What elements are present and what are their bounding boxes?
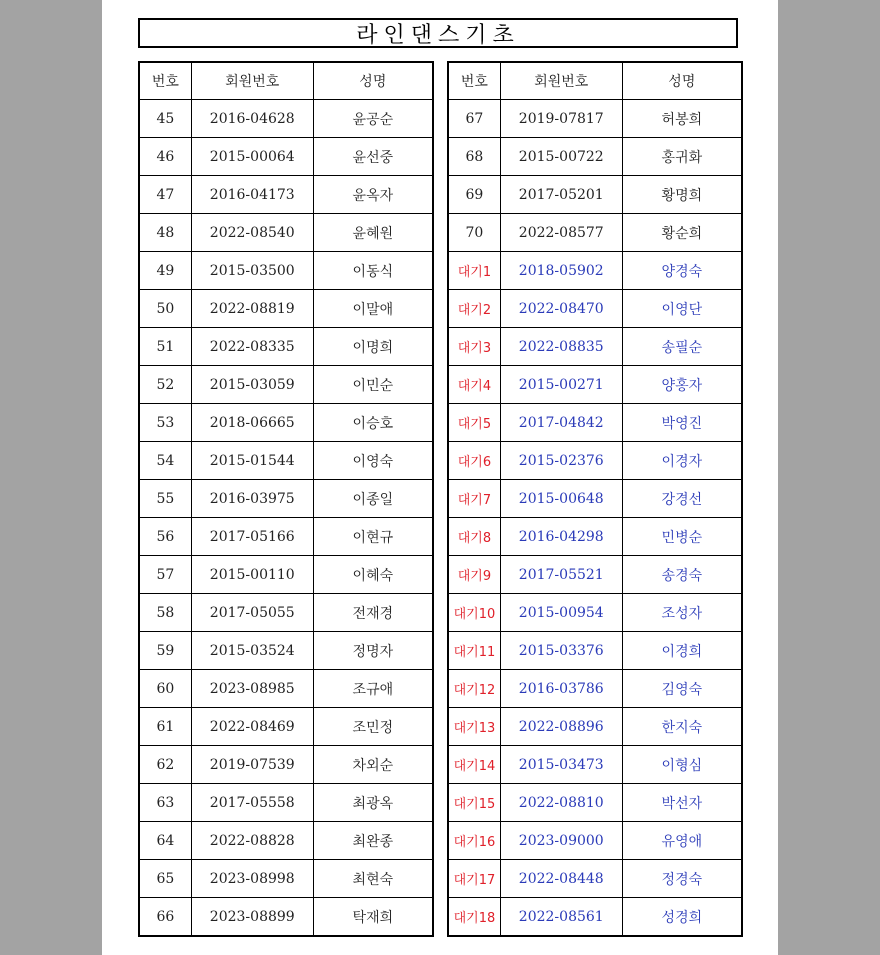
waitlist-row [448, 632, 742, 670]
row-number: 53 [139, 404, 191, 442]
member-name: 탁재희 [313, 898, 433, 937]
row-number: 58 [139, 594, 191, 632]
row-number: 대기11 [448, 632, 500, 670]
row-number: 65 [139, 860, 191, 898]
waitlist-row [448, 746, 742, 784]
document-page [102, 0, 778, 955]
table-row [139, 138, 433, 176]
member-id: 2022-08828 [191, 822, 313, 860]
member-id: 2015-03376 [500, 632, 622, 670]
waitlist-row [448, 594, 742, 632]
member-name: 윤옥자 [313, 176, 433, 214]
member-name: 최광옥 [313, 784, 433, 822]
table-row [139, 784, 433, 822]
table-row [448, 138, 742, 176]
member-name: 김영숙 [622, 670, 742, 708]
member-id: 2018-05902 [500, 252, 622, 290]
table-row [139, 632, 433, 670]
table-row [139, 290, 433, 328]
table-row [139, 556, 433, 594]
row-number: 대기7 [448, 480, 500, 518]
member-name: 윤선중 [313, 138, 433, 176]
member-name: 이혜숙 [313, 556, 433, 594]
member-id: 2017-05166 [191, 518, 313, 556]
waitlist-row [448, 518, 742, 556]
member-name: 조성자 [622, 594, 742, 632]
table-row [139, 746, 433, 784]
table-row [139, 442, 433, 480]
member-name: 윤혜원 [313, 214, 433, 252]
member-name: 이영단 [622, 290, 742, 328]
row-number: 63 [139, 784, 191, 822]
member-id: 2015-03059 [191, 366, 313, 404]
row-number: 70 [448, 214, 500, 252]
row-number: 59 [139, 632, 191, 670]
member-id: 2022-08448 [500, 860, 622, 898]
row-number: 대기5 [448, 404, 500, 442]
row-number: 60 [139, 670, 191, 708]
member-id: 2016-04628 [191, 100, 313, 138]
table-row [139, 594, 433, 632]
member-id: 2016-04173 [191, 176, 313, 214]
member-name: 이말애 [313, 290, 433, 328]
row-number: 62 [139, 746, 191, 784]
row-number: 대기15 [448, 784, 500, 822]
member-name: 양홍자 [622, 366, 742, 404]
member-name: 민병순 [622, 518, 742, 556]
row-number: 47 [139, 176, 191, 214]
member-name: 이경희 [622, 632, 742, 670]
row-number: 66 [139, 898, 191, 937]
waitlist-row [448, 822, 742, 860]
member-id: 2018-06665 [191, 404, 313, 442]
row-number: 46 [139, 138, 191, 176]
header-member-id: 회원번호 [500, 62, 622, 100]
table-row [139, 860, 433, 898]
member-name: 이종일 [313, 480, 433, 518]
table-row [139, 822, 433, 860]
row-number: 49 [139, 252, 191, 290]
member-name: 정경숙 [622, 860, 742, 898]
member-name: 최현숙 [313, 860, 433, 898]
member-id: 2015-00954 [500, 594, 622, 632]
waitlist-row [448, 480, 742, 518]
row-number: 대기16 [448, 822, 500, 860]
member-id: 2015-02376 [500, 442, 622, 480]
member-id: 2015-00271 [500, 366, 622, 404]
header-name: 성명 [622, 62, 742, 100]
member-name: 이영숙 [313, 442, 433, 480]
row-number: 대기9 [448, 556, 500, 594]
member-name: 송필순 [622, 328, 742, 366]
member-name: 양경숙 [622, 252, 742, 290]
member-id: 2015-03473 [500, 746, 622, 784]
header-row [448, 62, 742, 100]
waitlist-row [448, 366, 742, 404]
row-number: 대기1 [448, 252, 500, 290]
waitlist-row [448, 708, 742, 746]
member-name: 홍귀화 [622, 138, 742, 176]
header-number: 번호 [139, 62, 191, 100]
member-name: 박영진 [622, 404, 742, 442]
member-name: 황순희 [622, 214, 742, 252]
table-row [139, 366, 433, 404]
member-name: 성경희 [622, 898, 742, 937]
member-name: 윤공순 [313, 100, 433, 138]
row-number: 대기6 [448, 442, 500, 480]
member-name: 이경자 [622, 442, 742, 480]
member-name: 전재경 [313, 594, 433, 632]
row-number: 69 [448, 176, 500, 214]
member-id: 2022-08835 [500, 328, 622, 366]
member-id: 2017-05201 [500, 176, 622, 214]
row-number: 대기14 [448, 746, 500, 784]
member-id: 2015-03500 [191, 252, 313, 290]
table-row [139, 480, 433, 518]
member-name: 유영애 [622, 822, 742, 860]
member-id: 2022-08896 [500, 708, 622, 746]
member-name: 강경선 [622, 480, 742, 518]
member-id: 2019-07539 [191, 746, 313, 784]
member-id: 2015-00064 [191, 138, 313, 176]
waitlist-row [448, 670, 742, 708]
member-id: 2017-05055 [191, 594, 313, 632]
member-id: 2017-05558 [191, 784, 313, 822]
waitlist-row [448, 290, 742, 328]
member-id: 2022-08335 [191, 328, 313, 366]
row-number: 64 [139, 822, 191, 860]
member-id: 2023-08899 [191, 898, 313, 937]
table-row [448, 214, 742, 252]
waitlist-row [448, 328, 742, 366]
document-title: 라인댄스기초 [138, 18, 738, 48]
member-id: 2022-08561 [500, 898, 622, 937]
header-row [139, 62, 433, 100]
member-name: 한지숙 [622, 708, 742, 746]
member-name: 허봉희 [622, 100, 742, 138]
table-row [139, 214, 433, 252]
row-number: 대기8 [448, 518, 500, 556]
row-number: 대기10 [448, 594, 500, 632]
table-row [139, 670, 433, 708]
waitlist-row [448, 442, 742, 480]
row-number: 54 [139, 442, 191, 480]
waitlist-row [448, 556, 742, 594]
header-name: 성명 [313, 62, 433, 100]
row-number: 대기17 [448, 860, 500, 898]
table-row [448, 176, 742, 214]
row-number: 56 [139, 518, 191, 556]
table-row [139, 898, 433, 937]
table-row [139, 708, 433, 746]
member-id: 2017-05521 [500, 556, 622, 594]
row-number: 대기12 [448, 670, 500, 708]
member-id: 2022-08470 [500, 290, 622, 328]
table-row [139, 328, 433, 366]
member-id: 2015-00110 [191, 556, 313, 594]
waitlist-row [448, 784, 742, 822]
member-name: 이승호 [313, 404, 433, 442]
row-number: 51 [139, 328, 191, 366]
waitlist-row [448, 404, 742, 442]
member-name: 이동식 [313, 252, 433, 290]
member-id: 2023-09000 [500, 822, 622, 860]
row-number: 대기4 [448, 366, 500, 404]
waitlist-row [448, 252, 742, 290]
member-name: 황명희 [622, 176, 742, 214]
table-row [448, 100, 742, 138]
member-name: 조규애 [313, 670, 433, 708]
row-number: 52 [139, 366, 191, 404]
row-number: 57 [139, 556, 191, 594]
member-id: 2015-03524 [191, 632, 313, 670]
row-number: 대기2 [448, 290, 500, 328]
member-id: 2019-07817 [500, 100, 622, 138]
header-member-id: 회원번호 [191, 62, 313, 100]
member-id: 2015-00648 [500, 480, 622, 518]
member-name: 박선자 [622, 784, 742, 822]
member-id: 2015-01544 [191, 442, 313, 480]
row-number: 48 [139, 214, 191, 252]
row-number: 대기13 [448, 708, 500, 746]
member-name: 송경숙 [622, 556, 742, 594]
row-number: 67 [448, 100, 500, 138]
member-name: 이민순 [313, 366, 433, 404]
member-id: 2015-00722 [500, 138, 622, 176]
table-row [139, 176, 433, 214]
row-number: 50 [139, 290, 191, 328]
table-row [139, 404, 433, 442]
member-name: 이현규 [313, 518, 433, 556]
member-id: 2022-08469 [191, 708, 313, 746]
header-number: 번호 [448, 62, 500, 100]
row-number: 55 [139, 480, 191, 518]
table-row [139, 100, 433, 138]
member-id: 2016-04298 [500, 518, 622, 556]
member-id: 2016-03786 [500, 670, 622, 708]
member-id: 2023-08998 [191, 860, 313, 898]
member-id: 2022-08540 [191, 214, 313, 252]
member-id: 2017-04842 [500, 404, 622, 442]
row-number: 68 [448, 138, 500, 176]
member-id: 2016-03975 [191, 480, 313, 518]
roster-table-left [138, 61, 434, 937]
waitlist-row [448, 898, 742, 937]
member-id: 2022-08819 [191, 290, 313, 328]
table-row [139, 518, 433, 556]
member-name: 조민정 [313, 708, 433, 746]
row-number: 61 [139, 708, 191, 746]
member-id: 2023-08985 [191, 670, 313, 708]
member-name: 이형심 [622, 746, 742, 784]
member-name: 이명희 [313, 328, 433, 366]
member-name: 최완종 [313, 822, 433, 860]
table-row [139, 252, 433, 290]
row-number: 대기3 [448, 328, 500, 366]
row-number: 대기18 [448, 898, 500, 937]
member-name: 차외순 [313, 746, 433, 784]
roster-table-right [447, 61, 743, 937]
member-name: 정명자 [313, 632, 433, 670]
member-id: 2022-08810 [500, 784, 622, 822]
member-id: 2022-08577 [500, 214, 622, 252]
waitlist-row [448, 860, 742, 898]
row-number: 45 [139, 100, 191, 138]
